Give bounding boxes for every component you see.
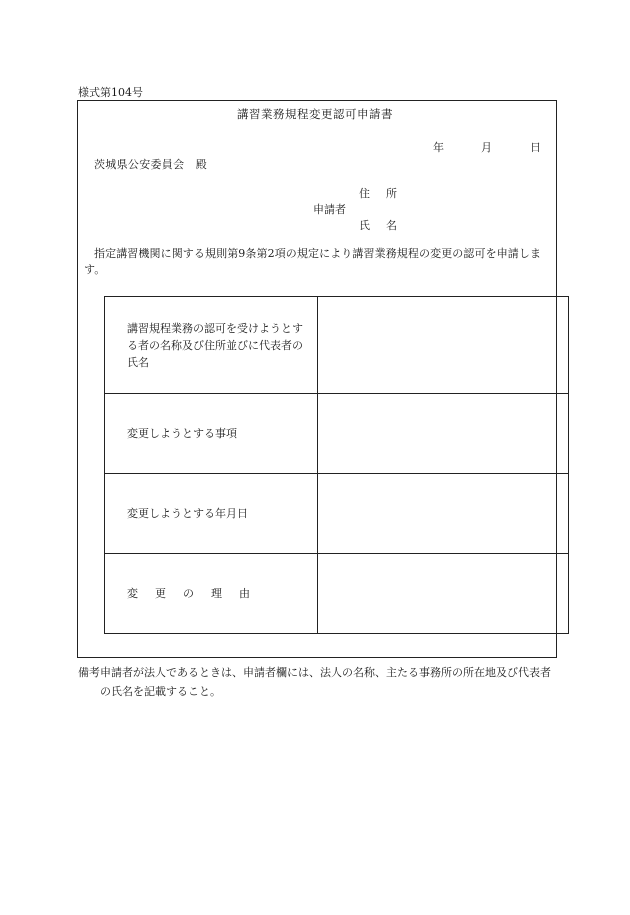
row-label-change-date: 変更しようとする年月日 (105, 474, 318, 554)
row-label-change-reason: 変更の理由 (105, 554, 318, 634)
remarks-heading: 備考 (78, 666, 100, 679)
row-label-change-items: 変更しようとする事項 (105, 394, 318, 474)
row-label-applicant-info: 講習規程業務の認可を受けようとする者の名称及び住所並びに代表者の氏名 (105, 297, 318, 394)
row-value-change-reason[interactable] (318, 554, 569, 634)
date-day-label: 日 (530, 141, 541, 154)
applicant-address-label: 住所 (359, 187, 413, 200)
row-value-change-date[interactable] (318, 474, 569, 554)
form-number: 様式第104号 (78, 86, 143, 99)
application-items-table (104, 296, 569, 634)
table-row (105, 554, 569, 634)
date-year-label: 年 (433, 141, 444, 154)
applicant-label: 申請者 (313, 203, 346, 216)
applicant-name-label: 氏名 (359, 219, 413, 232)
date-month-label: 月 (481, 141, 492, 154)
remarks-text: 申請者が法人であるときは、申請者欄には、法人の名称、主たる事務所の所在地及び代表者の氏名を記載すること。 (100, 666, 551, 698)
row-value-applicant-info[interactable] (318, 297, 569, 394)
addressee: 茨城県公安委員会 殿 (94, 158, 207, 171)
table-row (105, 474, 569, 554)
row-value-change-items[interactable] (318, 394, 569, 474)
application-statement: 指定講習機関に関する規則第9条第2項の規定により講習業務規程の変更の認可を申請します。 (84, 247, 542, 276)
table-row (105, 297, 569, 394)
document-title: 講習業務規程変更認可申請書 (237, 107, 393, 121)
table-row (105, 394, 569, 474)
